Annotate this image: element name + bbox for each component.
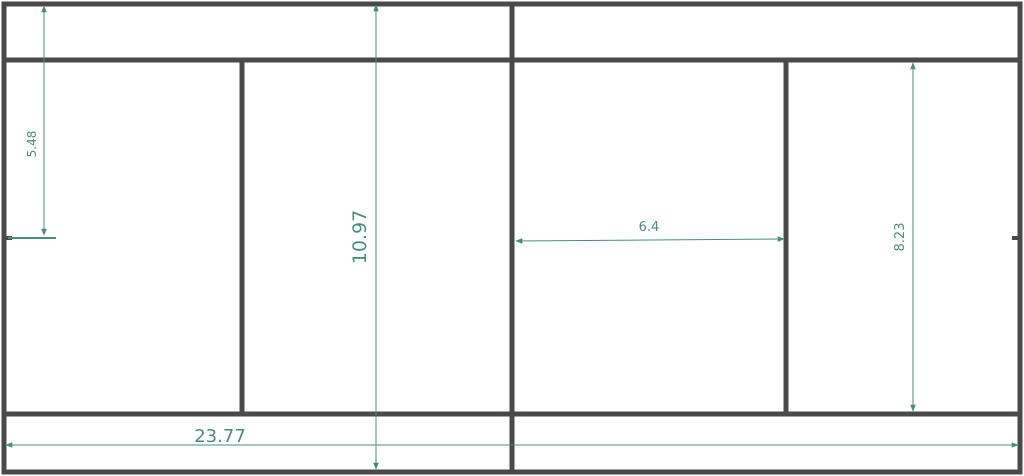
dimension-half-width [8,6,56,238]
dimension-service-distance-label: 6.4 [638,220,660,235]
dimension-half-width-label: 5.48 [25,130,39,158]
dimension-service-distance-arrow [516,239,784,241]
dimension-service-distance [516,220,784,241]
dimension-doubles-width-label: 10.97 [349,209,371,265]
dimension-total-length-label: 23.77 [194,426,246,447]
dimension-doubles-width [349,5,376,469]
dimension-singles-width [893,63,913,411]
dimension-singles-width-label: 8.23 [893,222,908,252]
court-lines [4,4,1020,472]
